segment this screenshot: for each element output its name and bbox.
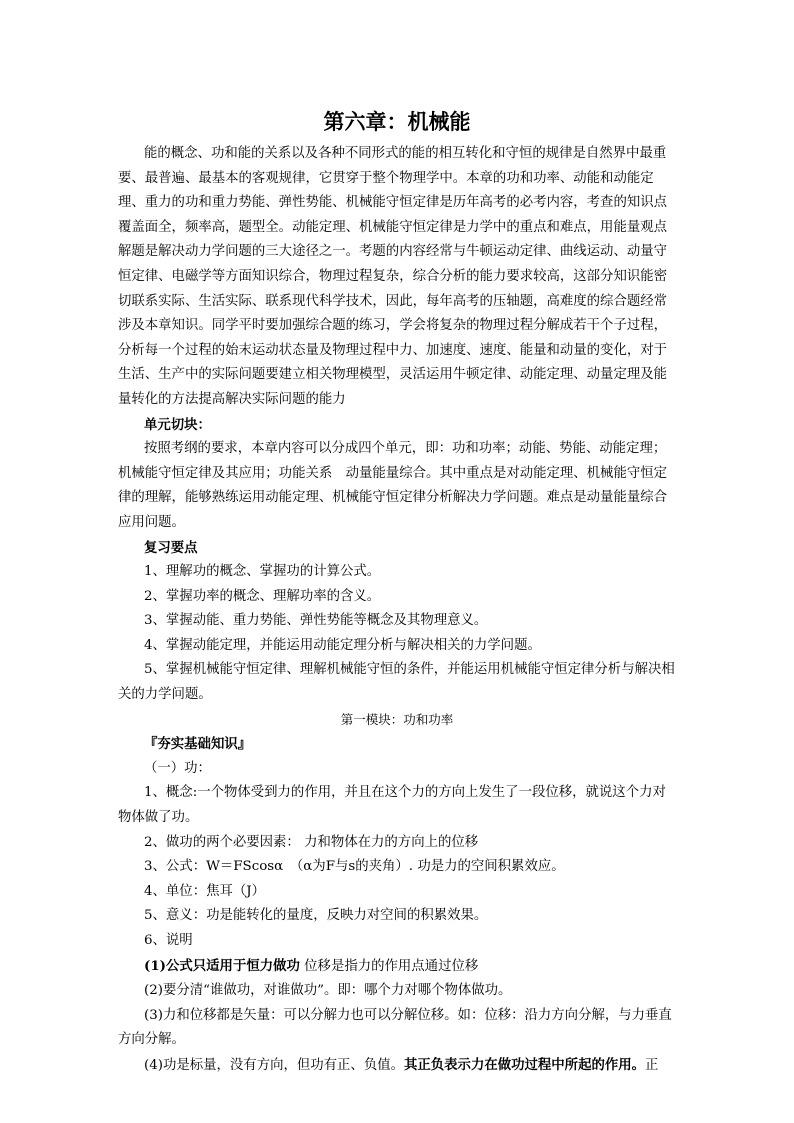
note-4-start: (4)功是标量，没有方向，但功有正、负值。 <box>144 1057 404 1073</box>
note-4-bold: 其正负表示力在做功过程中所起的作用。 <box>404 1056 646 1073</box>
review-item: 1、理解功的概念、掌握功的计算公式。 <box>144 564 381 580</box>
work-item: 6、说明 <box>144 933 193 948</box>
review-item: 2、掌握功率的概念、理解功率的含义。 <box>144 588 381 604</box>
basics-heading: 『夯实基础知识』 <box>144 736 252 753</box>
note-3: (3)力和位移都是矢量：可以分解力也可以分解位移。如：位移：沿力方向分解，与力垂直方向分解。 <box>118 1007 672 1048</box>
intro-paragraph: 能的概念、功和能的关系以及各种不同形式的能的相互转化和守恒的规律是自然界中最重要、最普遍、最基本的客观规律，它贯穿于整个物理学中。本章的功和功率、动能和动能定理、重力的功和重力势能、弹性势能、机械能守恒定律是历年高考的必考内容，考查的知识点覆盖面全，频率高，题型全。动能定理、机械能守恒定律是力学中的重点和难点，用能量观点解题是解决动力学问题的三大途径之一。考题的内容经常与牛顿运动定律、曲线运动、动量守恒定律、电磁学等方面知识综合，物理过程复杂，综合分析的能力要求较高，这部分知识能密切联系实际、生活实际、联系现代科学技术，因此，每年高考的压轴题，高难度的综合题经常涉及本章知识。同学平时要加强综合题的练习，学会将复杂的物理过程分解成若干个子过程，分析每一个过程的始末运动状态量及物理过程中力、加速度、速度、能量和动量的变化，对于生活、生产中的实际问题要建立相关物理模型，灵活运用牛顿定律、动能定理、动量定理及能量转化的方法提高解决实际问题的能力 <box>118 146 668 407</box>
work-item: 1、概念:一个物体受到力的作用，并且在这个力的方向上发生了一段位移，就说这个力对物体做了功。 <box>118 785 666 826</box>
work-heading: （一）功： <box>144 760 211 776</box>
chapter-title: 第六章：机械能 <box>323 110 471 134</box>
unit-heading: 单元切块： <box>144 416 211 433</box>
work-item: 2、做功的两个必要因素： 力和物体在力的方向上的位移 <box>144 834 479 850</box>
note-4-end: 正 <box>645 1057 659 1073</box>
review-heading: 复习要点 <box>144 539 198 556</box>
note-1-bold: (1)公式只适用于恒力做功 <box>144 957 300 974</box>
note-1 <box>118 954 676 980</box>
work-item: 3、公式：W＝FScosα （α为F与s的夹角）. 功是力的空间积累效应。 <box>144 859 565 875</box>
work-item: 4、单位：焦耳（J） <box>144 883 266 899</box>
review-item: 3、掌握动能、重力势能、弹性势能等概念及其物理意义。 <box>144 613 488 629</box>
review-item: 5、掌握机械能守恒定律、理解机械能守恒的条件，并能运用机械能守恒定律分析与解决相关的力学问题。 <box>118 662 675 703</box>
note-4 <box>118 1053 676 1079</box>
work-item: 5、意义：功是能转化的量度，反映力对空间的积累效果。 <box>144 908 488 924</box>
note-2: (2)要分清“谁做功，对谁做功”。即：哪个力对哪个物体做功。 <box>144 983 512 999</box>
module-title: 第一模块：功和功率 <box>340 711 454 727</box>
note-1-rest: 位移是指力的作用点通过位移 <box>299 958 479 974</box>
unit-paragraph: 按照考纲的要求，本章内容可以分成四个单元，即：功和功率；动能、势能、动能定理；机械能守恒定律及其应用；功能关系 动量能量综合。其中重点是对动能定理、机械能守恒定律的理解，能够熟练运用动能定理、机械能守恒定律分析解决力学问题。难点是动量能量综合应用问题。 <box>118 441 668 530</box>
document-page <box>118 108 676 1079</box>
review-item: 4、掌握动能定理，并能运用动能定理分析与解决相关的力学问题。 <box>144 637 541 653</box>
